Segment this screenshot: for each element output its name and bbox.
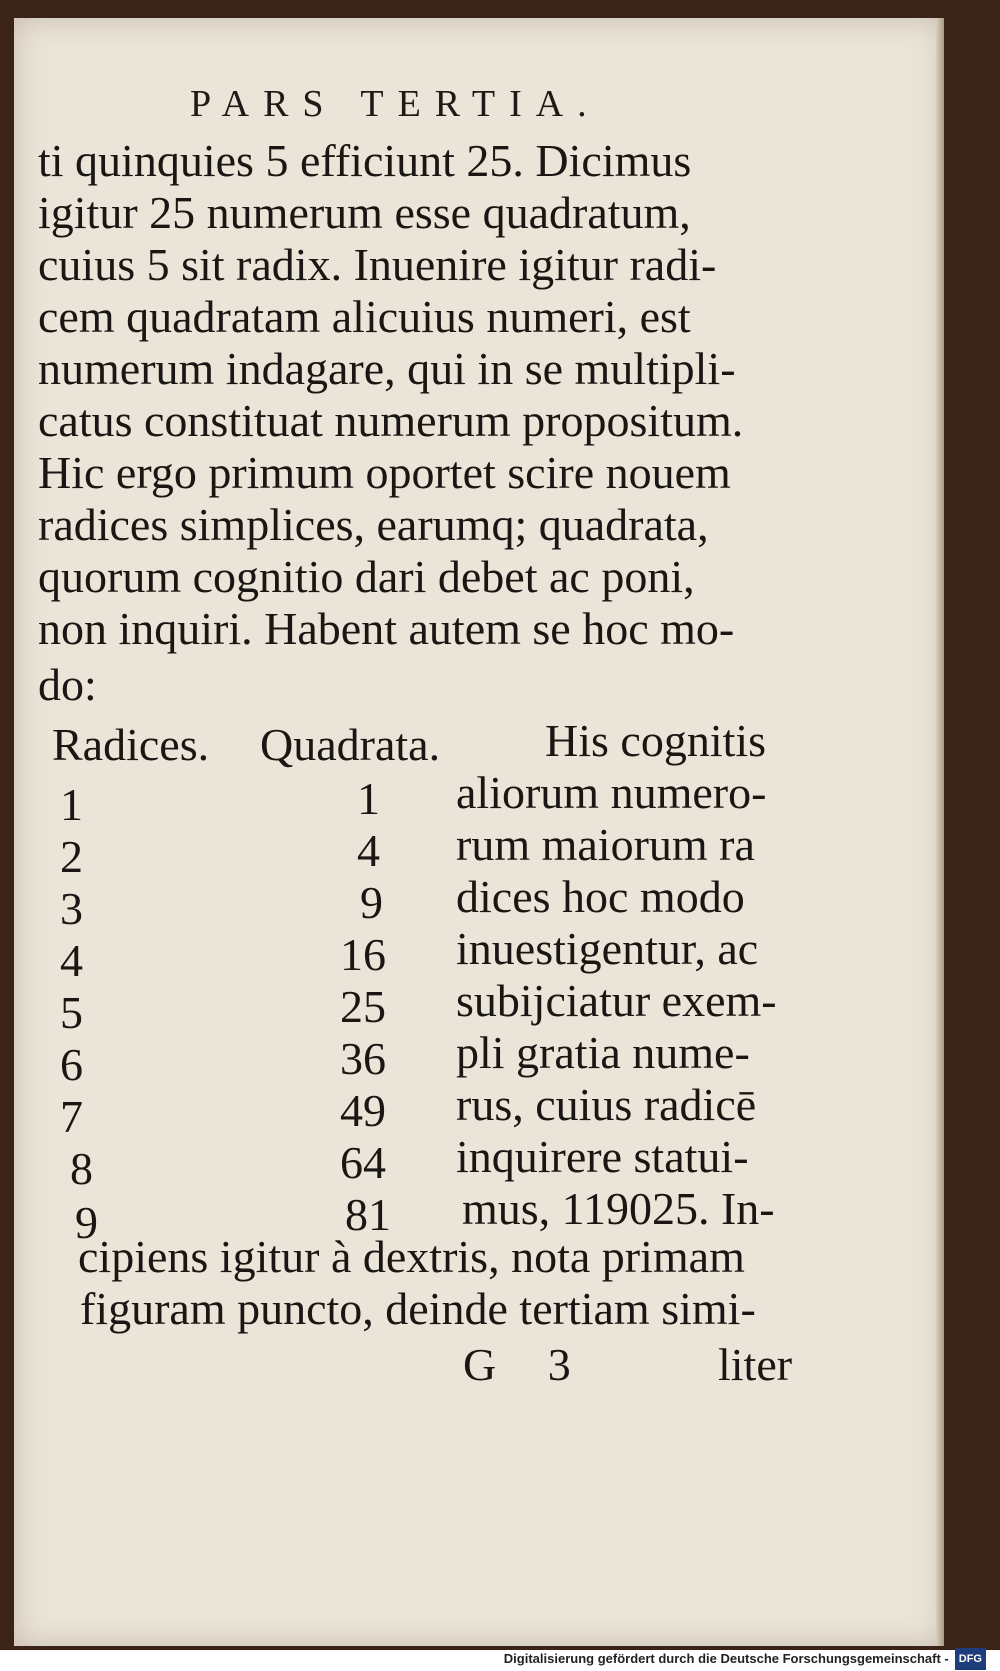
side-text-line: dices hoc modo <box>456 871 745 922</box>
quadratum-value: 49 <box>340 1085 386 1136</box>
footer-text: Digitalisierung gefördert durch die Deutsche Forschungsgemeinschaft - <box>503 1651 949 1666</box>
body-line: catus constituat numerum propositum. <box>38 395 744 446</box>
side-text-line: aliorum numero- <box>456 767 767 818</box>
catchword: liter <box>718 1339 793 1390</box>
radix-value: 7 <box>60 1091 83 1142</box>
body-line: do: <box>38 659 97 710</box>
quadratum-value: 81 <box>345 1189 391 1240</box>
radix-value: 2 <box>60 831 83 882</box>
quadratum-value: 16 <box>340 929 386 980</box>
body-line: figuram puncto, deinde tertiam simi- <box>80 1283 756 1334</box>
radix-value: 9 <box>75 1197 98 1248</box>
body-line: igitur 25 numerum esse quadratum, <box>38 187 691 238</box>
body-line: numerum indagare, qui in se multipli- <box>38 343 736 394</box>
body-line: Hic ergo primum oportet scire nouem <box>38 447 731 498</box>
side-text-line: subijciatur exem- <box>456 975 777 1026</box>
quadratum-value: 4 <box>357 825 380 876</box>
body-line: radices simplices, earumq; quadrata, <box>38 499 709 550</box>
radix-value: 5 <box>60 987 83 1038</box>
quadratum-value: 25 <box>340 981 386 1032</box>
quadratum-value: 9 <box>360 877 383 928</box>
body-line: non inquiri. Habent autem se hoc mo- <box>38 603 735 654</box>
dfg-logo-icon: DFG <box>955 1648 986 1670</box>
running-head: PARS TERTIA. <box>190 83 601 125</box>
radix-value: 3 <box>60 883 83 934</box>
side-text-line: His cognitis <box>545 715 767 766</box>
body-line: cem quadratam alicuius numeri, est <box>38 291 691 342</box>
signature-mark: G 3 <box>463 1339 591 1390</box>
radices-header: Radices. <box>52 719 210 770</box>
side-text-line: inquirere statui- <box>456 1131 749 1182</box>
body-line: cipiens igitur à dextris, nota primam <box>78 1231 745 1282</box>
quadrata-header: Quadrata. <box>260 719 441 770</box>
body-line: cuius 5 sit radix. Inuenire igitur radi- <box>38 239 717 290</box>
page-edge <box>936 18 944 1646</box>
body-line: quorum cognitio dari debet ac poni, <box>38 551 695 602</box>
radix-value: 8 <box>70 1143 93 1194</box>
radix-value: 4 <box>60 935 83 986</box>
quadratum-value: 1 <box>357 773 380 824</box>
body-line: ti quinquies 5 efficiunt 25. Dicimus <box>38 135 692 186</box>
side-text-line: pli gratia nume- <box>456 1027 750 1078</box>
quadratum-value: 64 <box>340 1137 386 1188</box>
side-text-line: rus, cuius radicē <box>456 1079 757 1130</box>
digitization-footer <box>504 1649 986 1669</box>
radix-value: 1 <box>60 779 83 830</box>
radix-value: 6 <box>60 1039 83 1090</box>
side-text-line: rum maiorum ra <box>456 819 755 870</box>
side-text-line: inuestigentur, ac <box>456 923 759 974</box>
side-text-line: mus, 119025. In- <box>462 1183 775 1234</box>
quadratum-value: 36 <box>340 1033 386 1084</box>
